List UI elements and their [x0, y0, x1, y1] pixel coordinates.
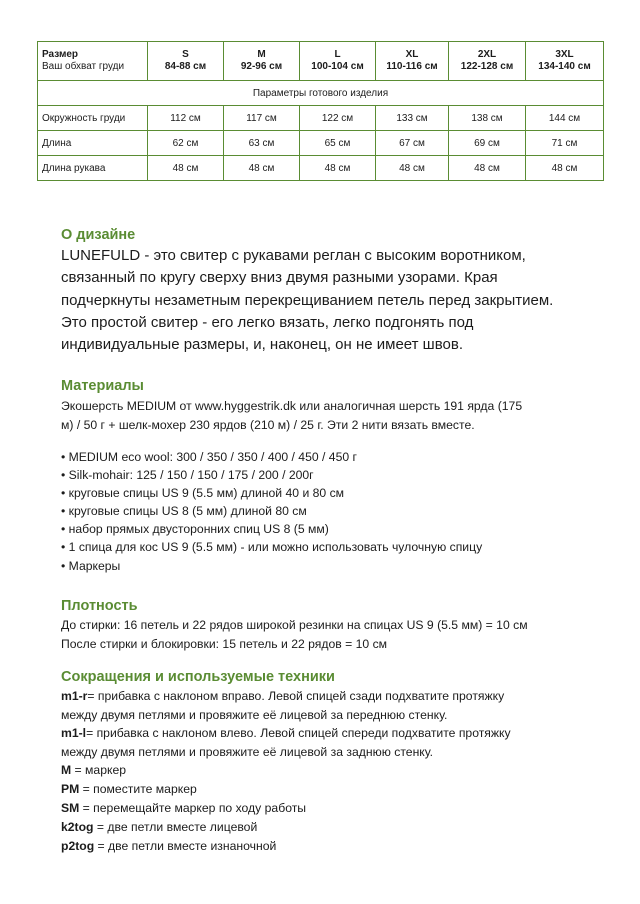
- table-cell: 62 см: [148, 131, 224, 156]
- text-line: подчеркнуты незаметным перекрещиванием петель перед закрытием.: [61, 291, 554, 309]
- list-item: • набор прямых двусторонних спиц US 8 (5 мм): [61, 522, 329, 537]
- abbreviation-entry: [61, 724, 621, 743]
- abbreviation-term: PM: [61, 782, 80, 796]
- abbreviation-text: = поместите маркер: [79, 782, 197, 796]
- list-item: • MEDIUM eco wool: 300 / 350 / 350 / 400 / 450 / 450 г: [61, 450, 357, 464]
- list-item: • Silk-mohair: 125 / 150 / 150 / 175 / 200 / 200г: [61, 468, 314, 483]
- materials-heading: Материалы: [61, 378, 144, 394]
- size-col-l: L 100-104 см: [300, 42, 376, 81]
- size-col-xl: XL 110-116 см: [376, 42, 449, 81]
- row-label: Окружность груди: [38, 106, 148, 131]
- size-col-s: S 84-88 см: [148, 42, 224, 81]
- abbreviation-term: SM: [61, 801, 80, 815]
- row-label: Длина: [38, 131, 148, 156]
- design-section: [61, 226, 621, 356]
- text-line: После стирки и блокировки: 15 петель и 22 рядов = 10 см: [61, 637, 388, 651]
- row-label: Длина рукава: [38, 156, 148, 181]
- materials-text: [61, 397, 621, 434]
- gauge-section: [61, 596, 621, 654]
- table-cell: 112 см: [148, 106, 224, 131]
- abbreviation-term: m1-l: [61, 726, 87, 740]
- size-header-row: [38, 42, 604, 81]
- table-row: [38, 131, 604, 156]
- size-header-label: [38, 42, 148, 81]
- abbreviation-entry: [61, 799, 621, 818]
- abbreviation-text: = перемещайте маркер по ходу работы: [79, 801, 307, 815]
- abbreviation-text: = прибавка с наклоном влево. Левой спицей спереди подхватите протяжку: [86, 726, 511, 740]
- table-cell: 122 см: [300, 106, 376, 131]
- abbreviation-text: = две петли вместе лицевой: [93, 820, 258, 834]
- list-item: • Маркеры: [61, 558, 121, 573]
- table-cell: 144 см: [526, 106, 604, 131]
- table-cell: 63 см: [224, 131, 300, 156]
- size-label: Размер: [42, 49, 79, 60]
- table-cell: 48 см: [449, 156, 526, 181]
- abbreviations-section: [61, 668, 621, 856]
- params-title-row: [38, 81, 604, 106]
- gauge-heading: Плотность: [61, 598, 138, 614]
- design-text: [61, 245, 621, 356]
- abbreviation-term: k2tog: [61, 820, 94, 834]
- size-table: [37, 41, 604, 181]
- abbreviation-text: = маркер: [71, 763, 127, 777]
- abbreviation-entry: [61, 780, 621, 799]
- table-cell: 48 см: [526, 156, 604, 181]
- abbreviation-entry: [61, 687, 621, 706]
- table-cell: 138 см: [449, 106, 526, 131]
- table-cell: 48 см: [376, 156, 449, 181]
- table-cell: 133 см: [376, 106, 449, 131]
- abbreviation-term: m1-r: [61, 689, 88, 703]
- abbreviation-continuation: между двумя петлями и провяжите её лицевой за переднюю стенку.: [61, 708, 448, 722]
- abbreviation-entry: [61, 818, 621, 837]
- abbreviation-text: = две петли вместе изнаночной: [94, 839, 277, 853]
- chest-label: Ваш обхват груди: [42, 61, 125, 72]
- text-line: До стирки: 16 петель и 22 рядов широкой резинки на спицах US 9 (5.5 мм) = 10 см: [61, 618, 528, 632]
- table-cell: 67 см: [376, 131, 449, 156]
- params-title: Параметры готового изделия: [38, 81, 604, 106]
- size-col-m: M 92-96 см: [224, 42, 300, 81]
- design-heading: О дизайне: [61, 227, 136, 243]
- table-row: [38, 106, 604, 131]
- abbreviations-heading: Сокращения и используемые техники: [61, 669, 335, 685]
- text-line: индивидуальные размеры, и, наконец, он не имеет швов.: [61, 336, 463, 354]
- abbreviation-text: = прибавка с наклоном вправо. Левой спицей сзади подхватите протяжку: [87, 689, 505, 703]
- abbreviation-continuation: между двумя петлями и провяжите её лицевой за заднюю стенку.: [61, 745, 434, 759]
- materials-section: [61, 376, 621, 575]
- table-cell: 48 см: [300, 156, 376, 181]
- abbreviation-entry: [61, 761, 621, 780]
- abbreviation-term: p2tog: [61, 839, 95, 853]
- text-line: Экошерсть MEDIUM от www.hyggestrik.dk или аналогичная шерсть 191 ярда (175: [61, 399, 523, 413]
- size-col-3xl: 3XL 134-140 см: [526, 42, 604, 81]
- abbreviation-term: M: [61, 763, 72, 777]
- table-cell: 71 см: [526, 131, 604, 156]
- abbreviation-entry: [61, 837, 621, 856]
- table-cell: 48 см: [148, 156, 224, 181]
- list-item: • круговые спицы US 8 (5 мм) длиной 80 см: [61, 504, 307, 519]
- text-line: м) / 50 г + шелк-мохер 230 ярдов (210 м) / 25 г. Эти 2 нити вязать вместе.: [61, 417, 475, 432]
- list-item: • круговые спицы US 9 (5.5 мм) длиной 40 и 80 см: [61, 486, 345, 501]
- table-row: [38, 156, 604, 181]
- list-item: • 1 спица для кос US 9 (5.5 мм) - или можно использовать чулочную спицу: [61, 540, 483, 555]
- table-cell: 65 см: [300, 131, 376, 156]
- table-cell: 117 см: [224, 106, 300, 131]
- text-line: LUNEFULD - это свитер с рукавами реглан с высоким воротником,: [61, 247, 526, 264]
- materials-list: [61, 448, 621, 575]
- text-line: связанный по кругу сверху вниз двумя разными узорами. Края: [61, 269, 498, 287]
- table-cell: 69 см: [449, 131, 526, 156]
- table-cell: 48 см: [224, 156, 300, 181]
- text-line: Это простой свитер - его легко вязать, легко подгонять под: [61, 313, 474, 331]
- size-col-2xl: 2XL 122-128 см: [449, 42, 526, 81]
